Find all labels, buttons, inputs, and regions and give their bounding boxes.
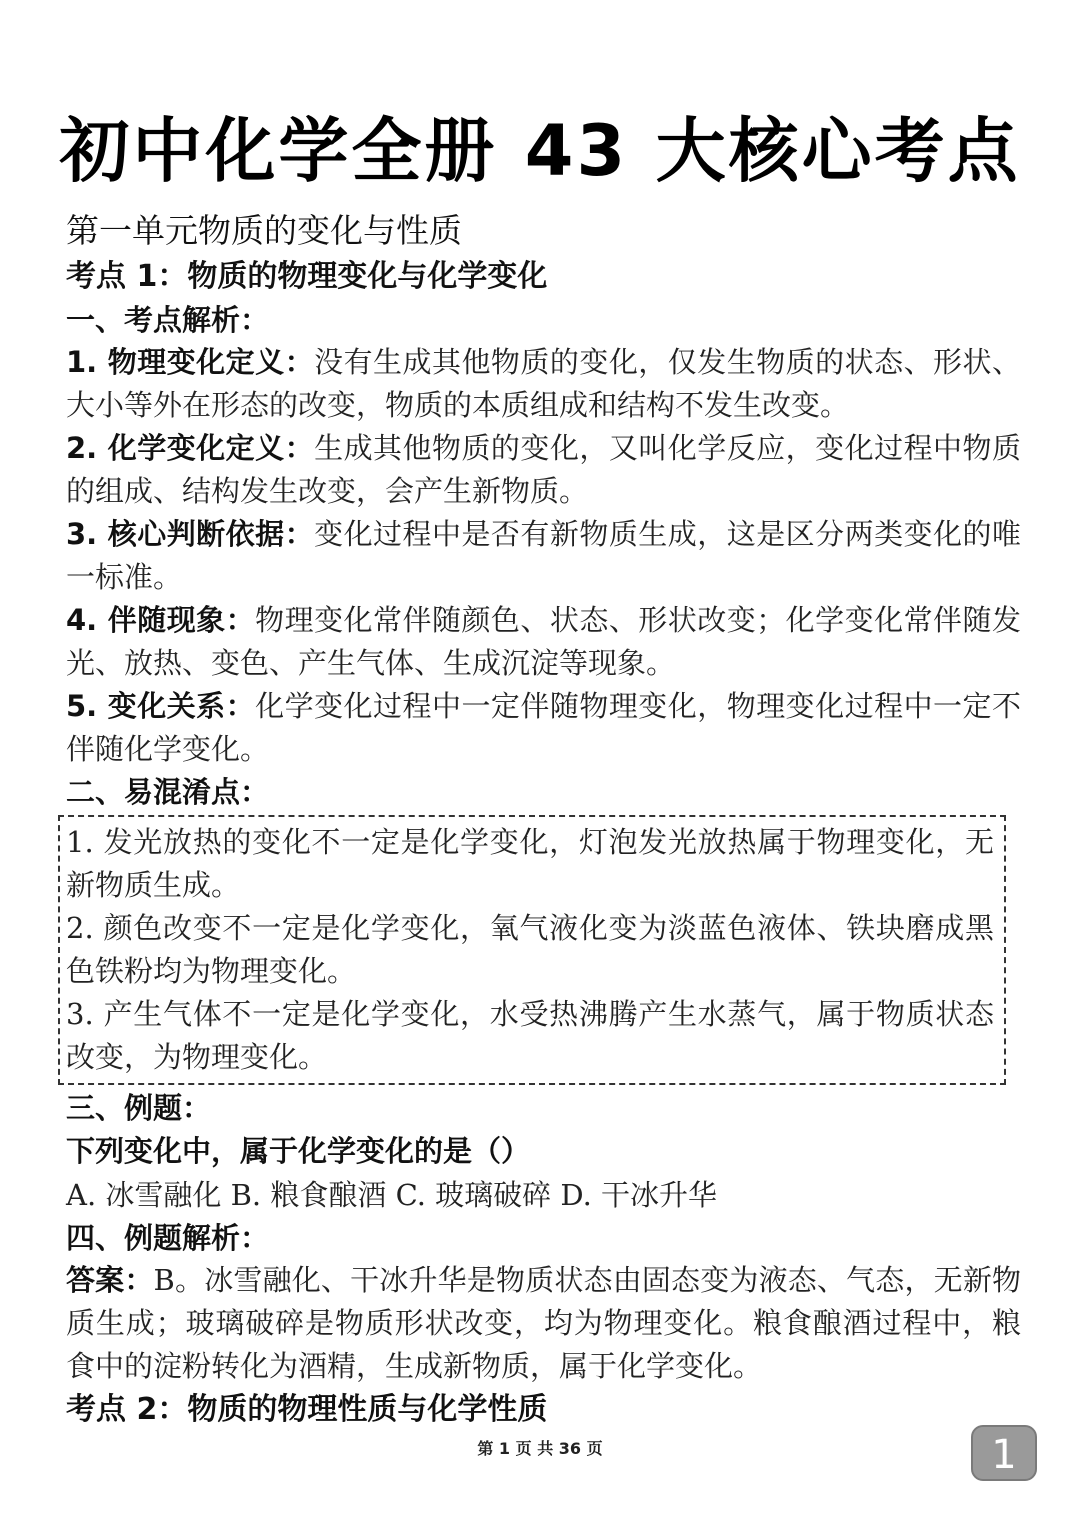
- analysis-item-lead: 4. 伴随现象：: [66, 603, 256, 637]
- analysis-item-text: 物理变化常伴随颜色、状态、形状改变；化学变化常伴随发光、放热、变色、产生气体、生成沉淀等现象。: [66, 603, 1021, 680]
- analysis-item: [66, 427, 1021, 513]
- analysis-item: [66, 513, 1021, 599]
- analysis-item-lead: 2. 化学变化定义：: [66, 431, 315, 465]
- analysis-item-lead: 5. 变化关系：: [66, 689, 256, 723]
- content: [66, 207, 1021, 1432]
- analysis-item: [66, 599, 1021, 685]
- example-question: 下列变化中，属于化学变化的是（）: [66, 1134, 531, 1168]
- confusion-item: 1. 发光放热的变化不一定是化学变化，灯泡发光放热属于物理变化，无新物质生成。: [66, 825, 994, 902]
- analysis-item-text: 变化过程中是否有新物质生成，这是区分两类变化的唯一标准。: [66, 517, 1021, 594]
- answer-lead: 答案：: [66, 1263, 154, 1297]
- analysis-item: [66, 685, 1021, 771]
- section-2-heading: 二、易混淆点：: [66, 775, 270, 809]
- analysis-item-text: 化学变化过程中一定伴随物理变化，物理变化过程中一定不伴随化学变化。: [66, 689, 1021, 766]
- example-options: A. 冰雪融化 B. 粮食酿酒 C. 玻璃破碎 D. 干冰升华: [66, 1178, 718, 1212]
- section-3-heading: 三、例题：: [66, 1091, 212, 1125]
- analysis-item-lead: 1. 物理变化定义：: [66, 345, 315, 379]
- analysis-item-lead: 3. 核心判断依据：: [66, 517, 315, 551]
- section-1-heading: 一、考点解析：: [66, 303, 270, 337]
- confusion-item: 3. 产生气体不一定是化学变化，水受热沸腾产生水蒸气，属于物质状态改变，为物理变化。: [66, 997, 994, 1074]
- page-number-badge: 1: [971, 1425, 1037, 1481]
- analysis-item-text: 没有生成其他物质的变化，仅发生物质的状态、形状、大小等外在形态的改变，物质的本质组成和结构不发生改变。: [66, 345, 1021, 422]
- analysis-item-text: 生成其他物质的变化，又叫化学反应，变化过程中物质的组成、结构发生改变，会产生新物质。: [66, 431, 1021, 508]
- section-4-heading: 四、例题解析：: [66, 1221, 270, 1255]
- unit-title: 第一单元物质的变化与性质: [66, 211, 462, 250]
- page-footer: 第 1 页 共 36 页: [477, 1439, 603, 1458]
- confusion-box: [58, 815, 1006, 1085]
- answer-text: B。冰雪融化、干冰升华是物质状态由固态变为液态、气态，无新物质生成；玻璃破碎是物质形状改变，均为物理变化。粮食酿酒过程中，粮食中的淀粉转化为酒精，生成新物质，属于化学变化。: [66, 1263, 1021, 1383]
- main-title: 初中化学全册 43 大核心考点: [59, 110, 1021, 192]
- confusion-item: 2. 颜色改变不一定是化学变化，氧气液化变为淡蓝色液体、铁块磨成黑色铁粉均为物理变化。: [66, 911, 994, 988]
- point-2-title: 考点 2：物质的物理性质与化学性质: [66, 1392, 548, 1427]
- analysis-item: [66, 341, 1021, 427]
- answer-paragraph: [66, 1259, 1021, 1388]
- point-1-title: 考点 1：物质的物理变化与化学变化: [66, 259, 548, 294]
